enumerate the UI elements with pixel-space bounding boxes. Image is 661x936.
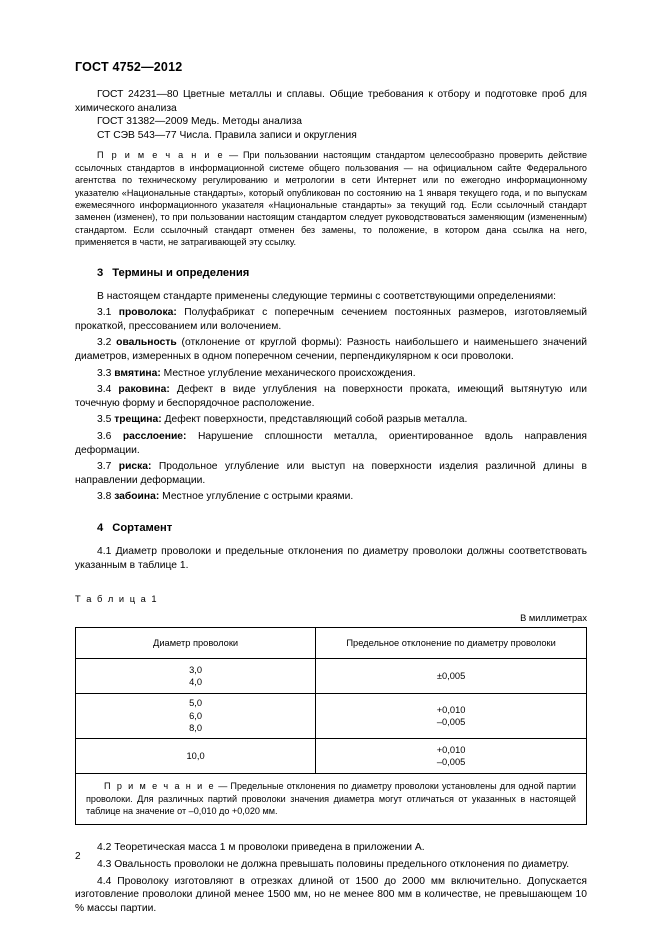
term-3-2-name: овальность <box>116 337 177 349</box>
table-caption: Т а б л и ц а 1 <box>75 594 159 605</box>
reference-note <box>75 149 587 248</box>
cell-diameter-1: 3,0 4,0 <box>76 659 316 694</box>
term-3-4 <box>75 383 587 410</box>
section-3-number: 3 <box>97 266 104 279</box>
clause-4-3-number: 4.3 <box>97 858 112 870</box>
term-3-3-number: 3.3 <box>97 367 112 379</box>
clause-4-1-number: 4.1 <box>97 545 112 557</box>
term-3-1-number: 3.1 <box>97 307 112 319</box>
section-4-number: 4 <box>97 521 104 534</box>
note-text: — При пользовании настоящим стандартом целесообразно проверить действие ссылочных стандартов в информационной системе общего пользования — на официальном сайте Федерального агентства по техническому регулированию и метрологии в сети Интернет или по ежегодно информационному указателю «Национальные стандарты», который опубликован по состоянию на 1 января текущего года, и по выпускам ежемесячного информационного указателя «Национальные стандарты» за текущий год. Если ссылочный стандарт заменен (изменен), то при пользовании настоящим стандартом следует руководствоваться заменяющим (измененным) стандартом. Если ссылочный стандарт отменен без замены, то положение, в котором дана ссылка на него, применяется в части, не затрагивающей эту ссылку. <box>75 150 587 248</box>
term-3-1-text: Полуфабрикат с поперечным сечением постоянных размеров, изготовляемый прокаткой, прессованием или волочением. <box>75 307 587 332</box>
term-3-4-text: Дефект в виде углубления на поверхности проката, имеющий вытянутую или точечную форму и беспорядочное расположение. <box>75 384 587 409</box>
section-heading-4 <box>75 522 587 534</box>
page-header: ГОСТ 4752—2012 <box>75 60 183 74</box>
term-3-4-name: раковина: <box>118 384 170 396</box>
term-3-5-number: 3.5 <box>97 414 112 426</box>
term-3-7 <box>75 460 587 487</box>
term-3-8-name: забоина: <box>114 491 160 503</box>
clause-4-1 <box>75 545 587 572</box>
clause-4-1-text: Диаметр проволоки и предельные отклонения по диаметру проволоки должны соответствовать указанным в таблице 1. <box>75 545 587 571</box>
note-label: П р и м е ч а н и е <box>97 150 225 161</box>
table-row <box>76 659 587 694</box>
clause-4-4-text: Проволоку изготовляют в отрезках длиной от 1500 до 2000 мм включительно. Допускается изготовление проволоки длиной менее 1500 мм, но не менее 800 мм в количестве, не превышающем 10 % массы партии. <box>75 875 587 914</box>
reference-standard-1: ГОСТ 24231—80 Цветные металлы и сплавы. Общие требования к отбору и подготовке проб для химического анализа <box>75 89 587 114</box>
clause-4-3 <box>75 858 587 872</box>
term-3-6-text: Нарушение сплошности металла, ориентированное вдоль направления деформации. <box>75 430 587 456</box>
reference-standard-2: ГОСТ 31382—2009 Медь. Методы анализа <box>97 116 303 128</box>
document-body <box>75 88 587 915</box>
section-4-title: Сортамент <box>112 521 173 534</box>
section-3-intro: В настоящем стандарте применены следующие термины с соответствующими определениями: <box>97 290 557 302</box>
table-note-label: П р и м е ч а н и е <box>104 781 216 792</box>
cell-deviation-3: +0,010 –0,005 <box>316 739 587 774</box>
column-header-deviation: Предельное отклонение по диаметру проволоки <box>316 628 587 659</box>
clause-4-4 <box>75 875 587 916</box>
term-3-6 <box>75 430 587 457</box>
table-row <box>76 694 587 739</box>
column-header-diameter: Диаметр проволоки <box>76 628 316 659</box>
clause-4-2-number: 4.2 <box>97 842 112 854</box>
reference-standard-3: СТ СЭВ 543—77 Числа. Правила записи и округления <box>97 129 357 141</box>
term-3-5 <box>75 413 587 427</box>
term-3-8-number: 3.8 <box>97 491 112 503</box>
term-3-2-text: (отклонение от круглой формы): Разность наибольшего и наименьшего значений диаметров, измеренных в одном поперечном сечении, перпендикулярном к оси проволоки. <box>75 337 587 362</box>
table-header-row <box>76 628 587 659</box>
clause-4-4-number: 4.4 <box>97 875 112 887</box>
table-note-text: — Предельные отклонения по диаметру проволоки установлены для одной партии проволоки. Для различных партий проволоки значения диаметра могут отличаться от указанных в настоящей таблице на значение от –0,010 до +0,020 мм. <box>86 781 577 816</box>
table-units: В миллиметрах <box>520 613 587 624</box>
cell-deviation-1: ±0,005 <box>316 659 587 694</box>
clause-4-3-text: Овальность проволоки не должна превышать половины предельного отклонения по диаметру. <box>111 858 570 870</box>
table-row <box>76 739 587 774</box>
term-3-2-number: 3.2 <box>97 337 112 349</box>
term-3-5-name: трещина: <box>114 414 162 426</box>
term-3-3-name: вмятина: <box>114 367 161 379</box>
section-3-title: Термины и определения <box>112 266 250 279</box>
term-3-2 <box>75 336 587 363</box>
term-3-7-name: риска: <box>118 461 152 473</box>
term-3-4-number: 3.4 <box>97 384 112 396</box>
cell-diameter-3: 10,0 <box>76 739 316 774</box>
term-3-7-text: Продольное углубление или выступ на поверхности изделия различной длины в направлении деформации. <box>75 461 587 486</box>
clause-4-2 <box>75 841 587 855</box>
term-3-3-text: Местное углубление механического происхождения. <box>160 367 416 379</box>
term-3-1-name: проволока: <box>118 307 177 319</box>
term-3-7-number: 3.7 <box>97 461 112 473</box>
term-3-1 <box>75 306 587 333</box>
term-3-5-text: Дефект поверхности, представляющий собой разрыв металла. <box>161 414 468 426</box>
clause-4-2-text: Теоретическая масса 1 м проволоки приведена в приложении А. <box>111 842 425 854</box>
term-3-8-text: Местное углубление с острыми краями. <box>159 491 354 503</box>
diameter-deviation-table <box>75 627 587 774</box>
table-note <box>75 774 587 825</box>
cell-deviation-2: +0,010 –0,005 <box>316 694 587 739</box>
term-3-6-number: 3.6 <box>97 430 112 442</box>
term-3-3 <box>75 367 587 381</box>
page-number: 2 <box>75 851 81 862</box>
section-heading-3 <box>75 267 587 279</box>
term-3-8 <box>75 490 587 504</box>
cell-diameter-2: 5,0 6,0 8,0 <box>76 694 316 739</box>
term-3-6-name: расслоение: <box>122 430 187 442</box>
